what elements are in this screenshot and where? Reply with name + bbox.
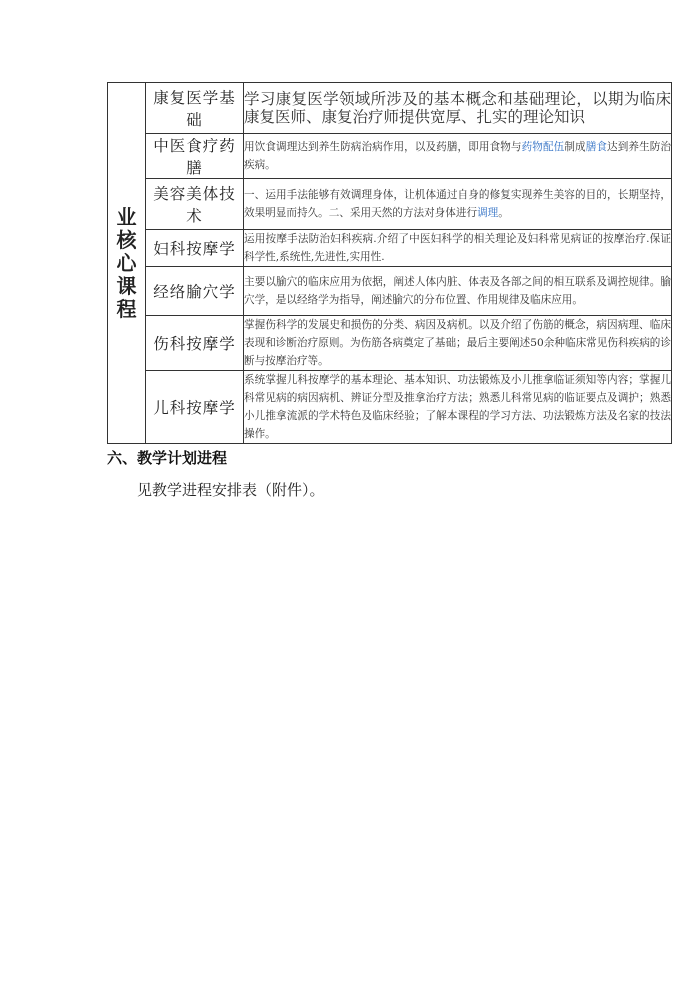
course-name: 经络腧穴学 xyxy=(146,267,244,316)
course-name: 美容美体技术 xyxy=(146,179,244,230)
table-row xyxy=(108,267,672,316)
term-link[interactable]: 药物配伍 xyxy=(521,141,565,153)
term-link[interactable]: 调理 xyxy=(477,207,499,219)
course-name: 中医食疗药膳 xyxy=(146,134,244,179)
term-link[interactable]: 膳食 xyxy=(585,141,608,153)
description-text: 制成 xyxy=(564,141,586,153)
table-row xyxy=(108,134,672,179)
course-description: 主要以腧穴的临床应用为依据，阐述人体内脏、体表及各部之间的相互联系及调控规律。腧穴学，是以经络学为指导，阐述腧穴的分布位置、作用规律及临床应用。 xyxy=(244,267,672,316)
course-description: 运用按摩手法防治妇科疾病.介绍了中医妇科学的相关理论及妇科常见病证的按摩治疗.保证科学性,系统性,先进性,实用性. xyxy=(244,230,672,267)
category-char: 业 xyxy=(116,204,137,229)
section-paragraph: 见教学进程安排表（附件）。 xyxy=(137,481,325,499)
category-char: 程 xyxy=(116,296,137,321)
description-text: 达到养生防治疾病。 xyxy=(244,141,672,171)
course-description xyxy=(244,179,672,230)
table-row xyxy=(108,371,672,444)
course-description xyxy=(244,134,672,179)
course-description: 系统掌握儿科按摩学的基本理论、基本知识、功法锻炼及小儿推拿临证须知等内容；掌握儿科常见病的病因病机、辨证分型及推拿治疗方法；熟悉儿科常见病的临证要点及调护；熟悉小儿推拿流派的学术特色及临床经验；了解本课程的学习方法、功法锻炼方法及名家的技法操作。 xyxy=(244,371,672,444)
course-name: 儿科按摩学 xyxy=(146,371,244,444)
course-name: 妇科按摩学 xyxy=(146,230,244,267)
course-name: 康复医学基础 xyxy=(146,83,244,134)
description-text: 一、运用手法能够有效调理身体，让机体通过自身的修复实现养生美容的目的，长期坚持，效果明显而持久。二、采用天然的方法对身体进行 xyxy=(244,189,671,219)
course-name: 伤科按摩学 xyxy=(146,316,244,371)
category-char: 核 xyxy=(116,227,137,252)
table-row xyxy=(108,179,672,230)
course-description: 掌握伤科学的发展史和损伤的分类、病因及病机。以及介绍了伤筋的概念，病因病理、临床表现和诊断治疗原则。为伤筋各病奠定了基础；最后主要阐述50余种临床常见伤科疾病的诊断与按摩治疗等。 xyxy=(244,316,672,371)
description-text: 用饮食调理达到养生防病治病作用，以及药膳，即用食物与 xyxy=(244,141,522,153)
category-cell xyxy=(108,83,146,444)
course-description: 学习康复医学领域所涉及的基本概念和基础理论，以期为临床康复医师、康复治疗师提供宽厚、扎实的理论知识 xyxy=(244,83,672,134)
table-row xyxy=(108,316,672,371)
description-text: 。 xyxy=(498,207,509,219)
core-courses-table xyxy=(107,82,672,444)
table-row xyxy=(108,83,672,134)
section-heading: 六、教学计划进程 xyxy=(107,449,228,467)
category-char: 课 xyxy=(116,273,137,298)
category-char: 心 xyxy=(116,250,137,275)
table-row xyxy=(108,230,672,267)
